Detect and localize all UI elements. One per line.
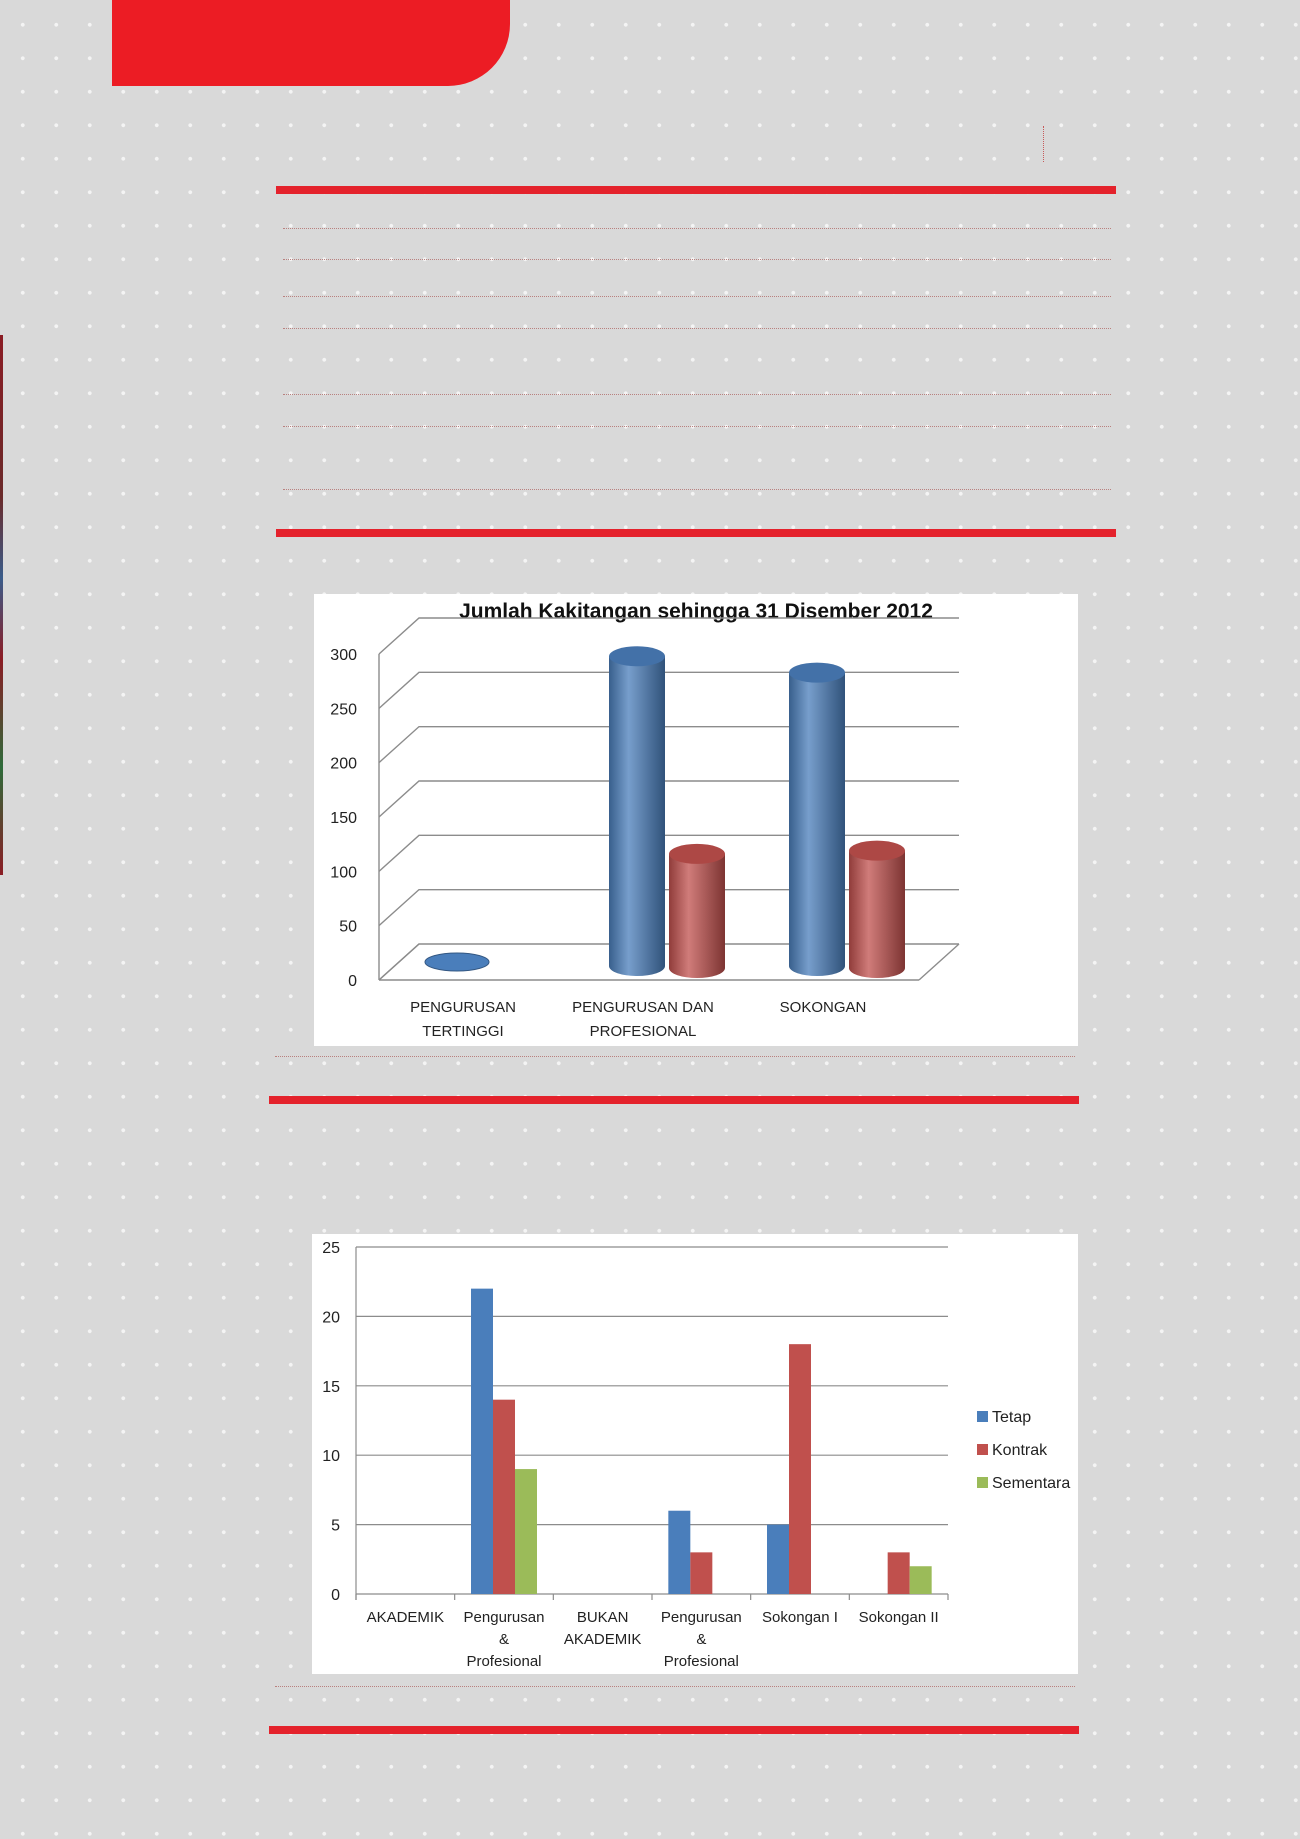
bar-sementara <box>910 1566 932 1594</box>
bar <box>609 646 665 976</box>
bar-top <box>849 841 905 861</box>
x-tick-label: Profesional <box>663 1653 739 1670</box>
x-tick-label: Sokongan I <box>762 1609 838 1626</box>
bar-body <box>609 656 665 976</box>
x-tick-label: Profesional <box>466 1653 542 1670</box>
gridline <box>379 618 959 654</box>
dotted-line <box>283 228 1111 229</box>
x-tick-label: PROFESIONAL <box>589 1023 697 1040</box>
dotted-line <box>283 394 1111 395</box>
section-rule <box>269 1726 1079 1734</box>
staff-count-chart <box>314 594 1078 1046</box>
bar-top <box>609 646 665 666</box>
section-rule-top <box>276 186 1116 194</box>
bar-body <box>669 854 725 978</box>
y-tick-label: 10 <box>322 1448 340 1466</box>
x-tick-label: & <box>696 1631 707 1648</box>
side-photo-strip <box>0 335 3 875</box>
x-tick-label: AKADEMIK <box>563 1631 642 1648</box>
y-tick-label: 0 <box>331 1587 340 1604</box>
x-tick-label: Pengurusan <box>463 1609 545 1626</box>
legend-swatch <box>977 1411 988 1422</box>
bar <box>425 953 489 971</box>
x-tick-label: SOKONGAN <box>779 999 867 1016</box>
staff-count-chart-panel <box>314 594 1078 1046</box>
y-tick-label: 25 <box>322 1240 340 1257</box>
x-tick-label: AKADEMIK <box>366 1609 445 1626</box>
dotted-line <box>283 296 1111 297</box>
y-tick-label: 200 <box>330 755 357 773</box>
bar-kontrak <box>888 1552 910 1594</box>
bar-sementara <box>515 1469 537 1594</box>
x-tick-label: TERTINGGI <box>422 1023 504 1040</box>
x-tick-label: PENGURUSAN <box>410 999 516 1016</box>
dotted-line <box>283 489 1111 490</box>
bar-disk <box>425 953 489 971</box>
x-tick-label: PENGURUSAN DAN <box>572 999 714 1016</box>
gridline <box>379 781 959 817</box>
bar-kontrak <box>789 1344 811 1594</box>
x-tick-label: & <box>498 1631 510 1648</box>
bar <box>849 841 905 978</box>
bar-top <box>789 663 845 683</box>
bar-kontrak <box>493 1400 515 1594</box>
dotted-line <box>283 259 1111 260</box>
page-divider-tick <box>1043 126 1044 162</box>
bar-body <box>849 851 905 978</box>
legend-swatch <box>977 1477 988 1488</box>
legend-label: Kontrak <box>992 1442 1048 1459</box>
dotted-line <box>275 1686 1075 1687</box>
bar-top <box>669 844 725 864</box>
y-tick-label: 20 <box>322 1309 340 1327</box>
bar <box>669 844 725 978</box>
x-tick-label: Sokongan II <box>858 1609 939 1626</box>
legend-swatch <box>977 1444 988 1455</box>
chart-title: Jumlah Kakitangan sehingga 31 Disember 2012 <box>459 600 933 623</box>
header-tab <box>112 0 510 86</box>
y-tick-label: 150 <box>330 810 357 827</box>
y-tick-label: 300 <box>330 647 357 664</box>
x-tick-label: Pengurusan <box>660 1609 742 1626</box>
y-tick-label: 5 <box>331 1517 340 1535</box>
gridline <box>379 727 959 763</box>
bar-body <box>789 673 845 976</box>
y-tick-label: 250 <box>330 701 357 719</box>
y-tick-label: 100 <box>330 864 357 882</box>
bar-kontrak <box>690 1552 712 1594</box>
y-tick-label: 50 <box>339 918 357 936</box>
staff-breakdown-chart <box>312 1234 1078 1674</box>
x-tick-label: BUKAN <box>576 1609 629 1626</box>
bar-tetap <box>668 1511 690 1594</box>
y-tick-label: 15 <box>322 1378 340 1396</box>
floor-right-edge <box>919 944 959 980</box>
dotted-line <box>275 1056 1075 1057</box>
staff-breakdown-chart-panel <box>312 1234 1078 1674</box>
dotted-line <box>283 328 1111 329</box>
legend-label: Sementara <box>992 1475 1071 1492</box>
bar-tetap <box>767 1525 789 1594</box>
bar <box>789 663 845 976</box>
legend-label: Tetap <box>992 1409 1032 1426</box>
section-rule-bottom <box>276 529 1116 537</box>
y-tick-label: 0 <box>348 973 357 990</box>
gridline <box>379 672 959 708</box>
bar-tetap <box>471 1289 493 1594</box>
section-rule <box>269 1096 1079 1104</box>
dotted-line <box>283 426 1111 427</box>
